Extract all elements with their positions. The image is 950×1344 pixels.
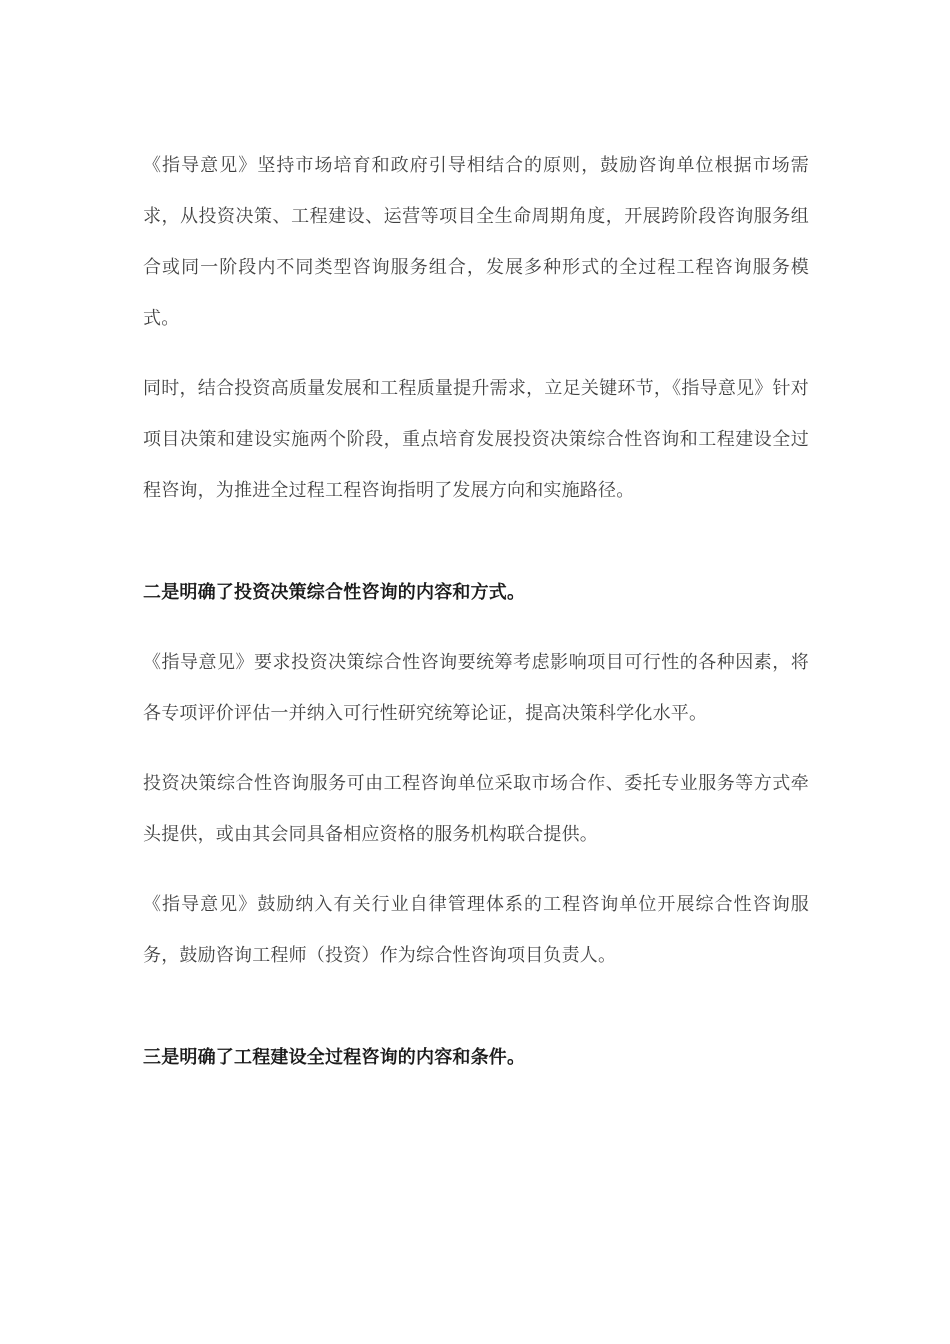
paragraph-key-stages: 同时，结合投资高质量发展和工程质量提升需求，立足关键环节，《指导意见》针对项目决策和建设实施两个阶段，重点培育发展投资决策综合性咨询和工程建设全过程咨询，为推进全过程工程咨询指明了发展方向和实施路径。 bbox=[143, 378, 809, 501]
paragraph-service-models: 《指导意见》坚持市场培育和政府引导相结合的原则，鼓励咨询单位根据市场需求，从投资决策、工程建设、运营等项目全生命周期角度，开展跨阶段咨询服务组合或同一阶段内不同类型咨询服务组合，发展多种形式的全过程工程咨询服务模式。 bbox=[143, 155, 809, 329]
document-body bbox=[143, 140, 809, 1083]
paragraph-project-leader: 《指导意见》鼓励纳入有关行业自律管理体系的工程咨询单位开展综合性咨询服务，鼓励咨询工程师（投资）作为综合性咨询项目负责人。 bbox=[143, 894, 809, 966]
paragraph-service-providers: 投资决策综合性咨询服务可由工程咨询单位采取市场合作、委托专业服务等方式牵头提供，或由其会同具备相应资格的服务机构联合提供。 bbox=[143, 773, 809, 845]
section-heading-investment-consulting: 二是明确了投资决策综合性咨询的内容和方式。 bbox=[143, 582, 526, 603]
section-heading-construction-consulting: 三是明确了工程建设全过程咨询的内容和条件。 bbox=[143, 1047, 526, 1068]
paragraph-feasibility-requirements: 《指导意见》要求投资决策综合性咨询要统筹考虑影响项目可行性的各种因素，将各专项评价评估一并纳入可行性研究统筹论证，提高决策科学化水平。 bbox=[143, 652, 809, 724]
